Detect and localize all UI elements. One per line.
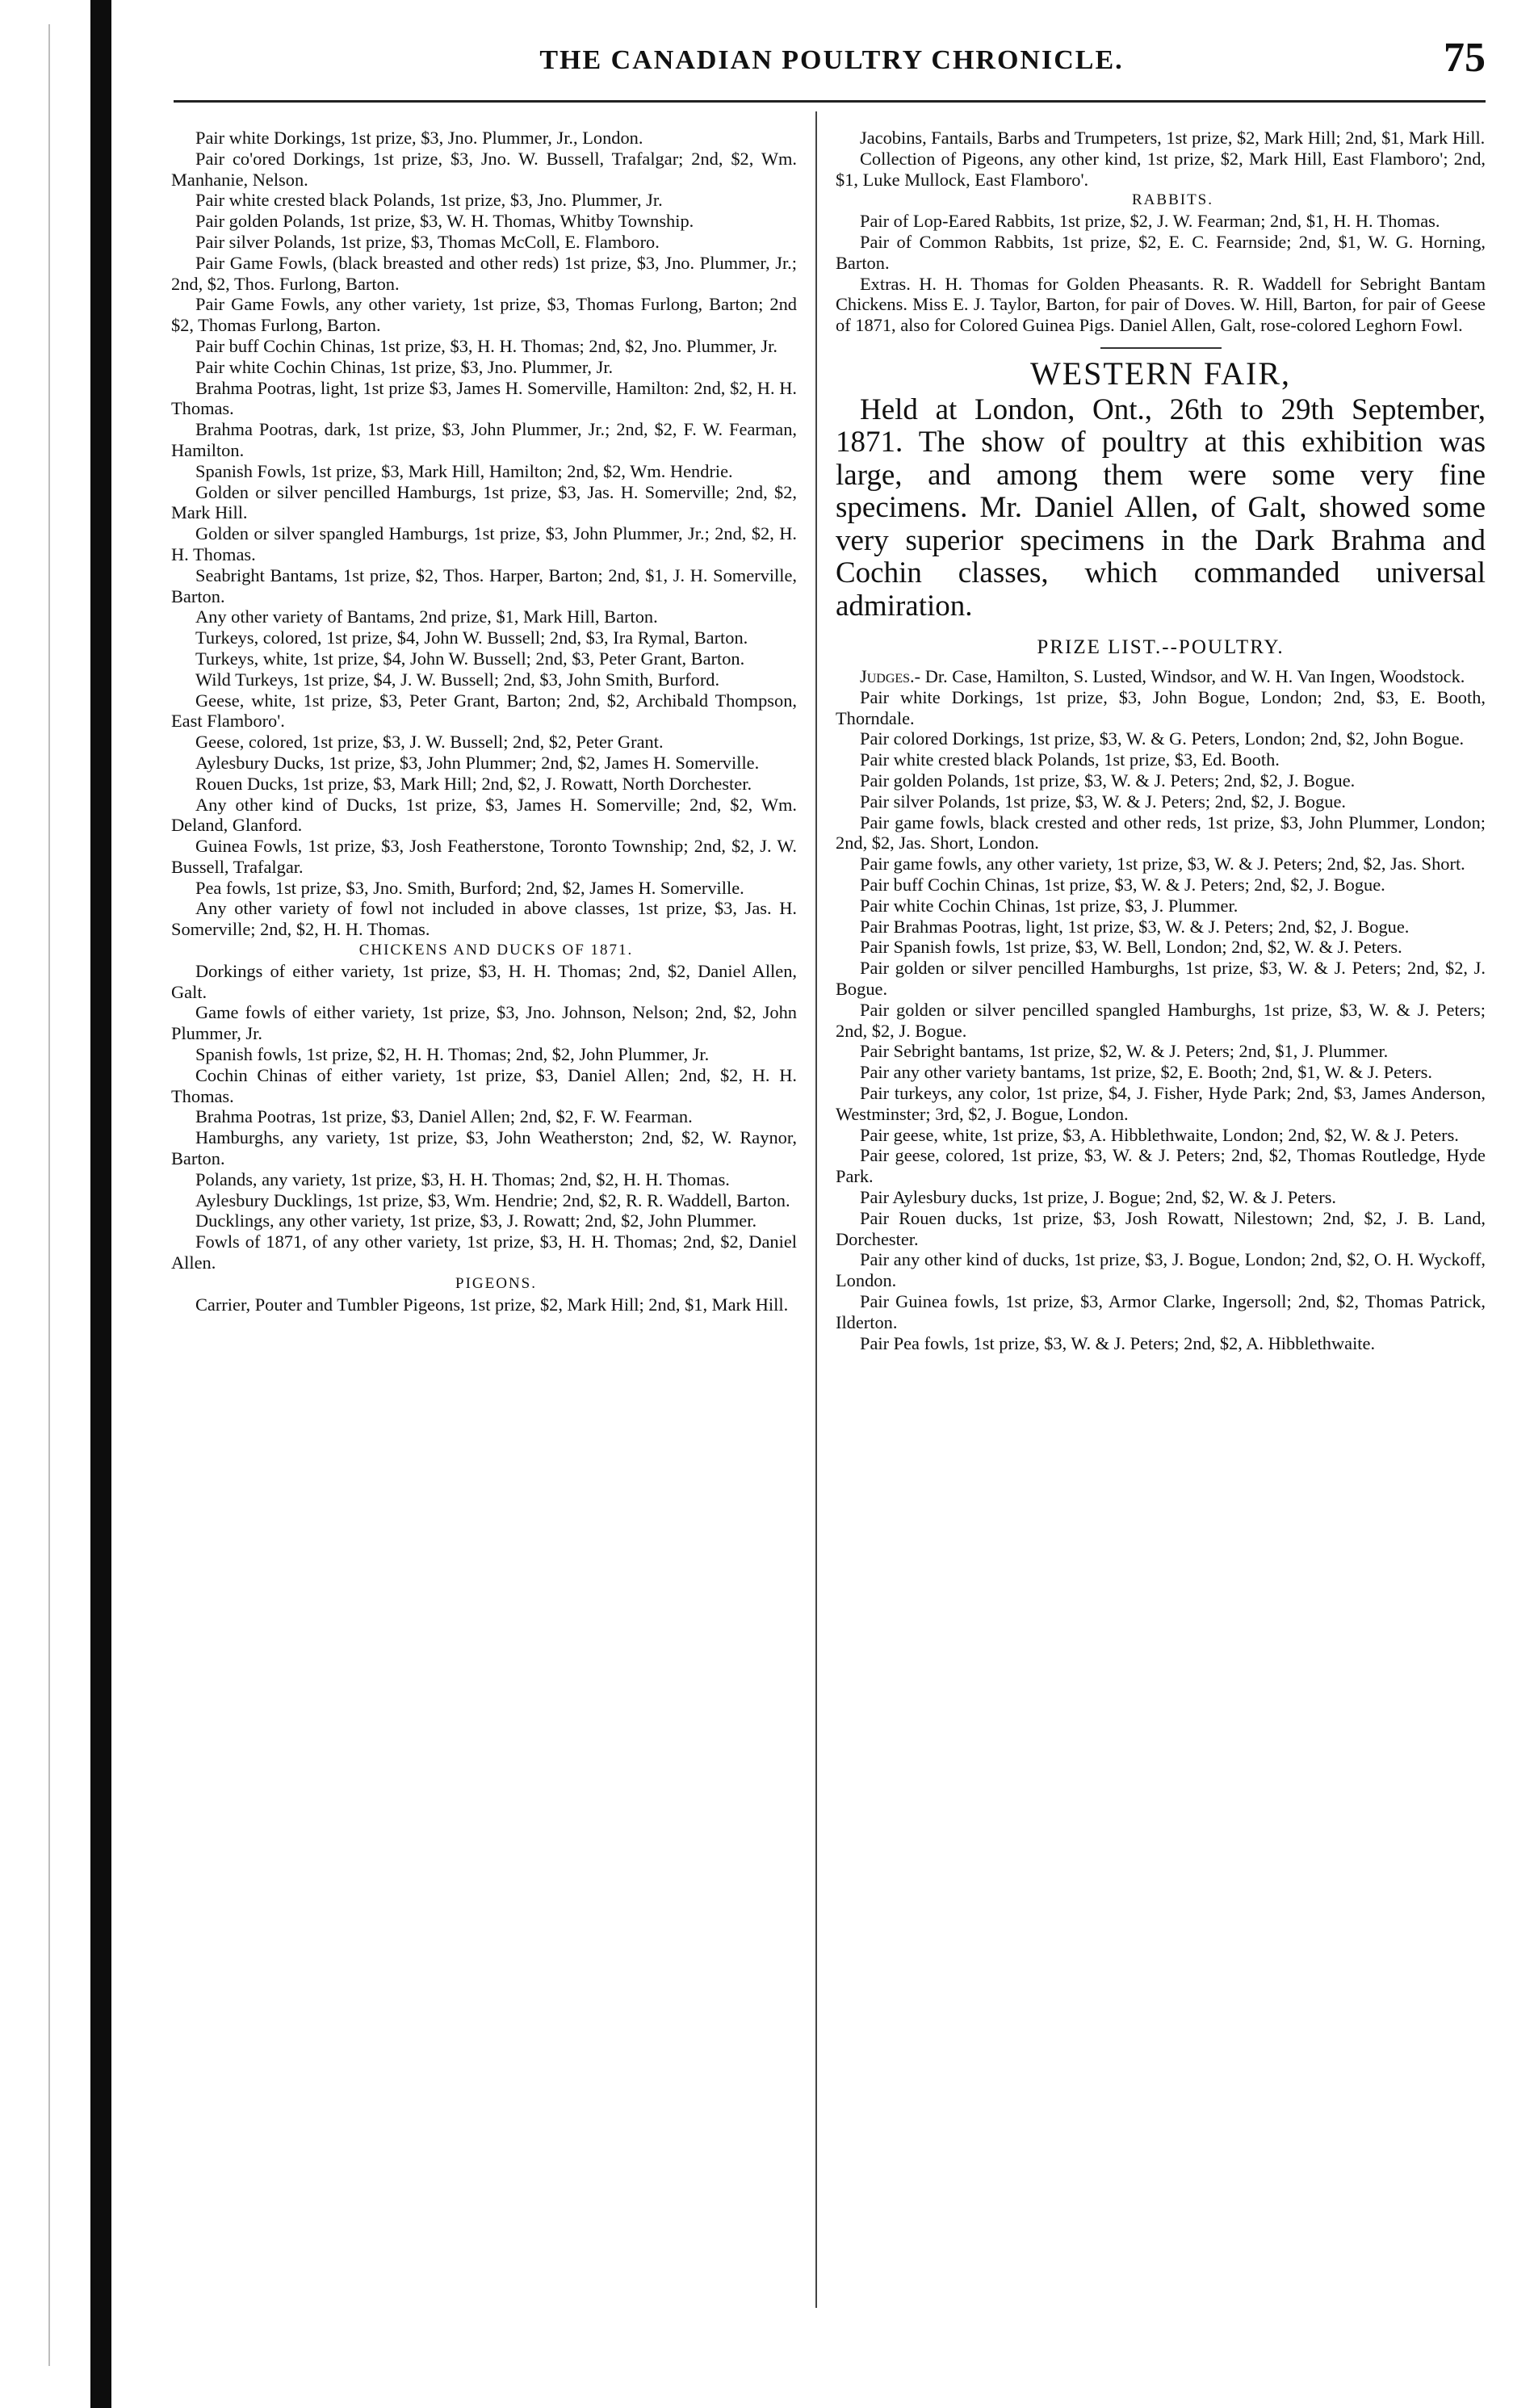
chickens-entries — [171, 961, 797, 1273]
prize-entry: Pair Brahmas Pootras, light, 1st prize, $3, W. & J. Peters; 2nd, $2, J. Bogue. — [860, 916, 1410, 937]
prize-entry: Pair any other variety bantams, 1st prize, $2, E. Booth; 2nd, $1, W. & J. Peters. — [860, 1062, 1432, 1083]
prize-entry: Hamburghs, any variety, 1st prize, $3, John Weatherston; 2nd, $2, W. Raynor, Barton. — [171, 1127, 797, 1169]
prize-entry: Ducklings, any other variety, 1st prize, $3, J. Rowatt; 2nd, $2, John Plummer. — [195, 1210, 757, 1231]
prize-entry: Pair white crested black Polands, 1st prize, $3, Ed. Booth. — [860, 749, 1280, 770]
prize-entry: Geese, colored, 1st prize, $3, J. W. Bussell; 2nd, $2, Peter Grant. — [195, 732, 664, 753]
prize-entry: Geese, white, 1st prize, $3, Peter Grant, Barton; 2nd, $2, Archibald Thompson, East Flamboro'. — [171, 690, 797, 732]
prize-entry: Pair geese, white, 1st prize, $3, A. Hibblethwaite, London; 2nd, $2, W. & J. Peters. — [860, 1124, 1459, 1145]
prize-entry: Pair golden Polands, 1st prize, $3, W. & J. Peters; 2nd, $2, J. Bogue. — [860, 770, 1356, 791]
binding-spine — [90, 0, 111, 2408]
prize-entry: Any other kind of Ducks, 1st prize, $3, James H. Somerville; 2nd, $2, Wm. Deland, Glanford. — [171, 794, 797, 836]
prize-entry: Pair game fowls, black crested and other reds, 1st prize, $3, John Plummer, London; 2nd, $2, Jas. Short, London. — [836, 812, 1486, 854]
prize-entry: Pair Rouen ducks, 1st prize, $3, Josh Rowatt, Nilestown; 2nd, $2, J. B. Land, Dorchester. — [836, 1207, 1486, 1249]
prize-entry: Seabright Bantams, 1st prize, $2, Thos. Harper, Barton; 2nd, $1, J. H. Somerville, Barton. — [171, 564, 797, 606]
western-fair-entries — [836, 687, 1486, 1354]
prize-entry: Wild Turkeys, 1st prize, $4, J. W. Bussell; 2nd, $3, John Smith, Burford. — [195, 669, 720, 690]
prize-entry: Pair game fowls, any other variety, 1st prize, $3, W. & J. Peters; 2nd, $2, Jas. Short. — [860, 854, 1465, 875]
article-intro: Held at London, Ont., 26th to 29th September, 1871. The show of poultry at this exhibition was large, and among them were some very fine specimens. Mr. Daniel Allen, of Galt, showed some very superior specimens in the Dark Brahma and Cochin classes, which commanded universal admiration. — [836, 392, 1486, 623]
prize-entry: Game fowls of either variety, 1st prize, $3, Jno. Johnson, Nelson; 2nd, $2, John Plummer, Jr. — [171, 1002, 797, 1044]
prize-entry: Pair white Cochin Chinas, 1st prize, $3, J. Plummer. — [860, 895, 1239, 916]
prize-entry: Pair Guinea fowls, 1st prize, $3, Armor Clarke, Ingersoll; 2nd, $2, Thomas Patrick, Ilderton. — [836, 1290, 1486, 1332]
prize-entries — [171, 128, 797, 940]
prize-entry: Rouen Ducks, 1st prize, $3, Mark Hill; 2nd, $2, J. Rowatt, North Dorchester. — [195, 773, 752, 794]
prize-entry: Pair Aylesbury ducks, 1st prize, J. Bogue; 2nd, $2, W. & J. Peters. — [860, 1186, 1337, 1207]
prize-entry: Pair of Common Rabbits, 1st prize, $2, E. C. Fearnside; 2nd, $1, W. G. Horning, Barton. — [836, 231, 1486, 273]
prize-entry: Pair white Dorkings, 1st prize, $3, John Bogue, London; 2nd, $3, E. Booth, Thorndale. — [836, 686, 1486, 728]
left-column — [171, 128, 797, 1315]
prize-entry: Pair Game Fowls, any other variety, 1st prize, $3, Thomas Furlong, Barton; 2nd $2, Thomas Furlong, Barton. — [171, 294, 797, 336]
prize-entry: Turkeys, colored, 1st prize, $4, John W. Bussell; 2nd, $3, Ira Rymal, Barton. — [195, 627, 748, 648]
page-number: 75 — [1444, 35, 1486, 81]
prize-entry: Jacobins, Fantails, Barbs and Trumpeters, 1st prize, $2, Mark Hill; 2nd, $1, Mark Hill. — [860, 128, 1486, 148]
section-heading-pigeons: PIGEONS. — [455, 1274, 537, 1292]
section-heading-rabbits: RABBITS. — [1132, 191, 1213, 209]
judges-names: - Dr. Case, Hamilton, S. Lusted, Windsor, and W. H. Van Ingen, Woodstock. — [914, 666, 1465, 687]
prize-entry: Aylesbury Ducks, 1st prize, $3, John Plummer; 2nd, $2, James H. Somerville. — [195, 752, 760, 773]
prize-entry: Brahma Pootras, dark, 1st prize, $3, John Plummer, Jr.; 2nd, $2, F. W. Fearman, Hamilton. — [171, 419, 797, 460]
header-rule — [174, 100, 1486, 103]
prize-entry: Dorkings of either variety, 1st prize, $3, H. H. Thomas; 2nd, $2, Daniel Allen, Galt. — [171, 960, 797, 1002]
prize-entry: Pair co'ored Dorkings, 1st prize, $3, Jno. W. Bussell, Trafalgar; 2nd, $2, Wm. Manhanie, Nelson. — [171, 148, 797, 190]
prize-entry: Pair golden or silver pencilled Hamburghs, 1st prize, $3, W. & J. Peters; 2nd, $2, J. Bogue. — [836, 958, 1486, 1000]
prize-entry: Pair any other kind of ducks, 1st prize, $3, J. Bogue, London; 2nd, $2, O. H. Wyckoff, London. — [836, 1249, 1486, 1291]
prize-entry: Spanish Fowls, 1st prize, $3, Mark Hill, Hamilton; 2nd, $2, Wm. Hendrie. — [195, 460, 733, 481]
page-header — [178, 34, 1486, 90]
right-column — [836, 128, 1486, 1353]
prize-entry: Pair of Lop-Eared Rabbits, 1st prize, $2, J. W. Fearman; 2nd, $1, H. H. Thomas. — [860, 211, 1440, 232]
prize-entry: Pair buff Cochin Chinas, 1st prize, $3, H. H. Thomas; 2nd, $2, Jno. Plummer, Jr. — [195, 335, 777, 356]
prize-entry: Pair white Cochin Chinas, 1st prize, $3, Jno. Plummer, Jr. — [195, 356, 614, 377]
prize-entry: Pair buff Cochin Chinas, 1st prize, $3, W. & J. Peters; 2nd, $2, J. Bogue. — [860, 875, 1385, 896]
prize-list-heading: PRIZE LIST.--POULTRY. — [1037, 636, 1285, 659]
prize-entry: Fowls of 1871, of any other variety, 1st prize, $3, H. H. Thomas; 2nd, $2, Daniel Allen. — [171, 1231, 797, 1273]
prize-entry: Cochin Chinas of either variety, 1st prize, $3, Daniel Allen; 2nd, $2, H. H. Thomas. — [171, 1064, 797, 1106]
column-divider — [815, 111, 817, 2308]
section-heading-chickens: CHICKENS AND DUCKS OF 1871. — [358, 942, 634, 959]
prize-entry: Pair silver Polands, 1st prize, $3, Thomas McColl, E. Flamboro. — [195, 231, 660, 252]
prize-entry: Any other variety of Bantams, 2nd prize, $1, Mark Hill, Barton. — [195, 606, 658, 627]
prize-entry: Pair white crested black Polands, 1st prize, $3, Jno. Plummer, Jr. — [195, 190, 663, 211]
prize-entry: Guinea Fowls, 1st prize, $3, Josh Featherstone, Toronto Township; 2nd, $2, J. W. Bussell, Trafalgar. — [171, 836, 797, 877]
prize-entry: Pair silver Polands, 1st prize, $3, W. & J. Peters; 2nd, $2, J. Bogue. — [860, 791, 1347, 812]
prize-entry: Brahma Pootras, light, 1st prize $3, James H. Somerville, Hamilton: 2nd, $2, H. H. Thomas. — [171, 377, 797, 419]
judges-line — [836, 666, 1486, 687]
prize-entry: Spanish fowls, 1st prize, $2, H. H. Thomas; 2nd, $2, John Plummer, Jr. — [195, 1044, 710, 1065]
prize-entry: Pair Pea fowls, 1st prize, $3, W. & J. Peters; 2nd, $2, A. Hibblethwaite. — [860, 1332, 1376, 1353]
prize-entry: Polands, any variety, 1st prize, $3, H. H. Thomas; 2nd, $2, H. H. Thomas. — [195, 1168, 730, 1189]
prize-entry: Pea fowls, 1st prize, $3, Jno. Smith, Burford; 2nd, $2, James H. Somerville. — [195, 877, 744, 898]
prize-entry: Pair turkeys, any color, 1st prize, $4, J. Fisher, Hyde Park; 2nd, $3, James Anderson, Westminster; 3rd, $2, J. Bogue, London. — [836, 1083, 1486, 1124]
section-rule — [1100, 347, 1222, 349]
prize-entry: Pair white Dorkings, 1st prize, $3, Jno. Plummer, Jr., London. — [195, 128, 643, 148]
prize-entry: Aylesbury Ducklings, 1st prize, $3, Wm. Hendrie; 2nd, $2, R. R. Waddell, Barton. — [195, 1189, 790, 1210]
prize-entry: Pair Spanish fowls, 1st prize, $3, W. Bell, London; 2nd, $2, W. & J. Peters. — [860, 937, 1402, 958]
prize-entry: Extras. H. H. Thomas for Golden Pheasants. R. R. Waddell for Sebright Bantam Chickens. Miss E. J. Taylor, Barton, for pair of Doves. W. Hill, Barton, for pair of Geese of 1871, also for Colored Guinea Pigs. Daniel Allen, Galt, rose-colored Leghorn Fowl. — [836, 273, 1486, 336]
prize-entry: Collection of Pigeons, any other kind, 1st prize, $2, Mark Hill, East Flamboro'; 2nd, $1, Luke Mullock, East Flamboro'. — [836, 148, 1486, 190]
page-edge-shadow — [48, 24, 50, 2366]
prize-entry: Carrier, Pouter and Tumbler Pigeons, 1st prize, $2, Mark Hill; 2nd, $1, Mark Hill. — [195, 1294, 789, 1315]
prize-entry: Any other variety of fowl not included in above classes, 1st prize, $3, Jas. H. Somerville; 2nd, $2, H. H. Thomas. — [171, 898, 797, 940]
prize-entry: Brahma Pootras, 1st prize, $3, Daniel Allen; 2nd, $2, F. W. Fearman. — [195, 1106, 693, 1127]
prize-entry: Pair Sebright bantams, 1st prize, $2, W. & J. Peters; 2nd, $1, J. Plummer. — [860, 1041, 1389, 1062]
article-title: WESTERN FAIR, — [1029, 354, 1292, 392]
prize-entry: Pair golden Polands, 1st prize, $3, W. H. Thomas, Whitby Township. — [195, 211, 694, 232]
prize-entry: Pair geese, colored, 1st prize, $3, W. & J. Peters; 2nd, $2, Thomas Routledge, Hyde Park. — [836, 1145, 1486, 1187]
prize-entry: Turkeys, white, 1st prize, $4, John W. Bussell; 2nd, $3, Peter Grant, Barton. — [195, 648, 745, 669]
prize-entry: Golden or silver spangled Hamburgs, 1st prize, $3, John Plummer, Jr.; 2nd, $2, H. H. Thomas. — [171, 523, 797, 564]
prize-entry: Golden or silver pencilled Hamburgs, 1st prize, $3, Jas. H. Somerville; 2nd, $2, Mark Hill. — [171, 481, 797, 523]
judges-label: Judges. — [860, 666, 915, 687]
journal-title: THE CANADIAN POULTRY CHRONICLE. — [539, 45, 1124, 75]
prize-entry: Pair golden or silver pencilled spangled Hamburghs, 1st prize, $3, W. & J. Peters; 2nd, $2, J. Bogue. — [836, 999, 1486, 1041]
prize-entry: Pair colored Dorkings, 1st prize, $3, W. & G. Peters, London; 2nd, $2, John Bogue. — [860, 728, 1465, 749]
prize-entry: Pair Game Fowls, (black breasted and other reds) 1st prize, $3, Jno. Plummer, Jr.; 2nd, $2, Thos. Furlong, Barton. — [171, 252, 797, 294]
